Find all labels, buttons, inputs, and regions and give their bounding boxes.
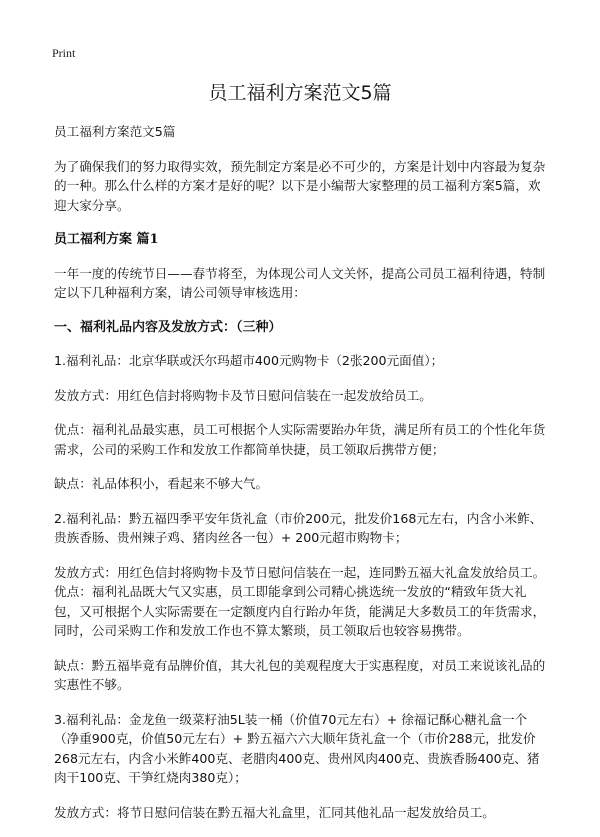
section-heading: 员工福利方案 篇1: [54, 232, 159, 247]
subtitle: 员工福利方案范文5篇: [54, 124, 176, 139]
item-1-cons: 缺点：礼品体积小，看起来不够大气。: [54, 476, 269, 491]
item-3: 3.福利礼品：金龙鱼一级菜籽油5L装一桶（价值70元左右）+ 徐福记酥心糖礼盒一个（净重900克，价值50元左右）+ 黔五福六六大顺年货礼盒一个（市价288元，批发价268元左右，内含小米鲊400克、老腊肉400克、贵州风肉400克、贵族香肠400克、猪肉干100克、干笋红烧肉380克）；: [54, 711, 540, 785]
intro-paragraph: 为了确保我们的努力取得实效，预先制定方案是必不可少的，方案是计划中内容最为复杂的一种。那么什么样的方案才是好的呢？以下是小编帮大家整理的员工福利方案5篇，欢迎大家分享。: [54, 158, 546, 213]
item-1: 1.福利礼品：北京华联或沃尔玛超市400元购物卡（2张200元面值）；: [54, 353, 444, 368]
part-heading: 一、福利礼品内容及发放方式：（三种）: [54, 319, 282, 335]
item-1-pros: 优点：福利礼品最实惠，员工可根据个人实际需要跆办年货，满足所有员工的个性化年货需求，公司的采购工作和发放工作都简单快捷，员工领取后携带方便；: [54, 422, 546, 457]
section-intro: 一年一度的传统节日——春节将至，为体现公司人文关怀，提高公司员工福利待遇，特制定以下几种福利方案，请公司领导审核选用：: [54, 265, 546, 300]
item-2-method: 发放方式：用红色信封将购物卡及节日慰问信装在一起，连同黔五福大礼盒发放给员工。 优点：福利礼品既大气又实惠，员工即能拿到公司精心挑选统一发放的“精致年货大礼包，又可根据个人实际需要在一定额度内自行跆办年货，能满足大多数员工的年货需求，同时，公司采购工作和发放工作也不算太繁琐，员工领取后也较容易携带。: [54, 564, 546, 638]
print-label[interactable]: Print: [52, 46, 76, 60]
item-2-cons: 缺点：黔五福毕竟有品牌价值，其大礼包的美观程度大于实惠程度，对员工来说该礼品的实惠性不够。: [54, 657, 546, 692]
item-1-method: 发放方式：用红色信封将购物卡及节日慰问信装在一起发放给员工。: [54, 387, 432, 403]
item-3-method: 发放方式：将节日慰问信装在黔五福大礼盒里，汇同其他礼品一起发放给员工。: [54, 804, 495, 820]
document-body: [54, 122, 550, 837]
item-2: 2.福利礼品：黔五福四季平安年货礼盒（市价200元，批发价168元左右，内含小米鲊、贵族香肠、贵州辣子鸡、猪肉丝各一包）+ 200元超市购物卡；: [54, 510, 543, 545]
page-title: 员工福利方案范文5篇: [208, 82, 392, 104]
